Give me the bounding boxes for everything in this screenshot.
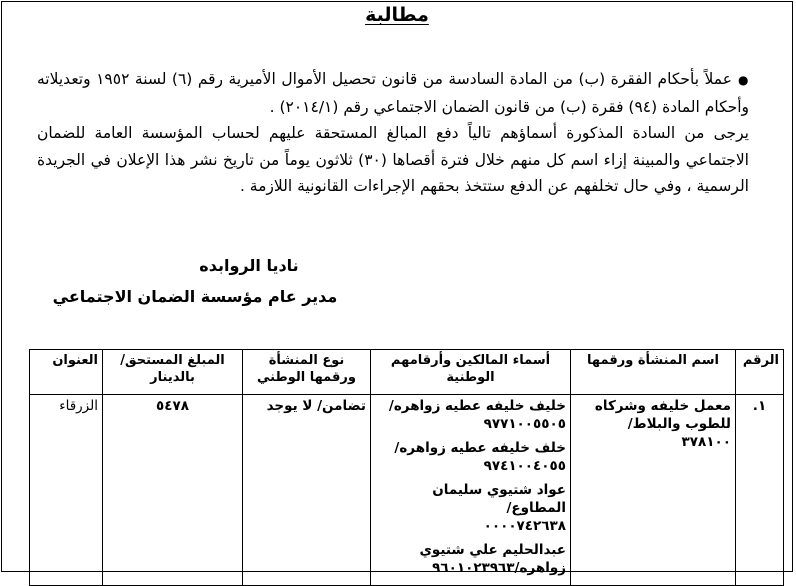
claim-notice-page — [1, 1, 793, 576]
row-owners — [371, 395, 571, 586]
owner-entry — [375, 541, 566, 577]
owner-entry — [375, 397, 566, 433]
signer-name: ناديا الروابده — [199, 256, 299, 275]
claims-table — [29, 349, 784, 586]
owner-name: عبدالحليم علي شتيوي — [419, 542, 566, 558]
owner-name: خلف خليفه عطيه زواهره/ — [394, 440, 566, 456]
header-type: نوع المنشأة ورقمها الوطني — [243, 350, 371, 395]
row-number: ١. — [736, 395, 784, 586]
header-owners: أسماء المالكين وأرقامهم الوطنية — [371, 350, 571, 395]
owner-id: ٩٧٧١٠٠٥٥٠٥ — [483, 416, 566, 432]
notice-body — [37, 66, 749, 200]
bullet-icon: ● — [737, 73, 749, 87]
row-amount: ٥٤٧٨ — [103, 395, 243, 586]
paragraph-2: يرجى من السادة المذكورة أسماؤهم تالياً دفع المبالغ المستحقة عليهم لحساب المؤسسة العامة للضمان الاجتماعي والمبينة إزاء اسم كل منهم خلال فترة أقصاها (٣٠) ثلاثون يوماً من تاريخ نشر هذا الإعلان في الجريدة الرسمية ، وفي حال تخلفهم عن الدفع ستتخذ بحقهم الإجراءات القانونية اللازمة . — [37, 124, 749, 195]
owner-entry — [375, 481, 566, 535]
owner-entry — [375, 439, 566, 475]
header-number: الرقم — [736, 350, 784, 395]
owner-name: خليف خليفه عطيه زواهره/ — [388, 398, 566, 414]
signer-title: مدير عام مؤسسة الضمان الاجتماعي — [52, 287, 338, 306]
header-amount: المبلغ المستحق/بالدينار — [103, 350, 243, 395]
row-address: الزرقاء — [30, 395, 103, 586]
row-establishment: معمل خليفه وشركاه للطوب والبلاط/ ٣٧٨١٠٠ — [571, 395, 736, 586]
header-address: العنوان — [30, 350, 103, 395]
paragraph-1: ●عملاً بأحكام الفقرة (ب) من المادة السادسة من قانون تحصيل الأموال الأميرية رقم (٦) لسنة ١٩٥٢ وتعديلاته وأحكام المادة (٩٤) فقرة (ب) من قانون الضمان الاجتماعي رقم (٢٠١٤/١) . — [37, 70, 749, 116]
owner-id: ٩٧٤١٠٠٤٠٥٥ — [483, 458, 566, 474]
table-header-row — [30, 350, 784, 395]
row-type: تضامن/ لا يوجد — [243, 395, 371, 586]
owner-id: ٠٠٠٠٧٤٢٦٣٨ — [483, 518, 566, 534]
table-row — [30, 395, 784, 586]
owner-id: زواهره/٩٦٠١٠٢٣٩٦٣ — [432, 560, 566, 576]
owner-name: عواد شتيوي سليمان المطاوع/ — [432, 482, 566, 516]
document-title: مطالبة — [365, 4, 429, 26]
header-establishment: اسم المنشأة ورقمها — [571, 350, 736, 395]
